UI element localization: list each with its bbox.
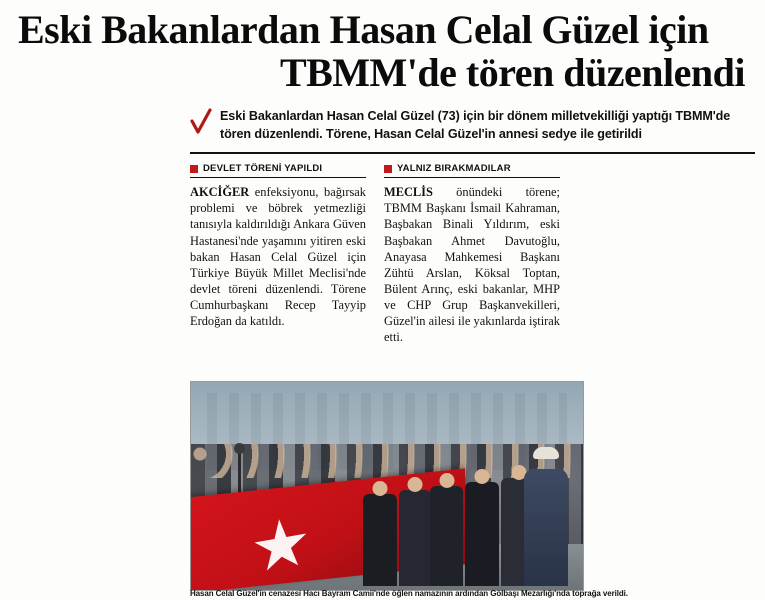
figure-head xyxy=(407,477,422,492)
red-square-bullet-icon xyxy=(384,165,392,173)
article-columns xyxy=(190,163,755,345)
figure-head xyxy=(439,473,454,488)
page-title xyxy=(0,0,765,94)
turban-icon xyxy=(533,447,559,459)
column-heading-right-label: YALNIZ BIRAKMADILAR xyxy=(397,163,511,175)
column-lead-left: AKCİĞER xyxy=(190,185,250,200)
column-body-right xyxy=(384,184,560,345)
figure-robed xyxy=(524,469,568,585)
article-column-left xyxy=(190,163,366,345)
summary-text: Eski Bakanlardan Hasan Celal Güzel (73) için bir dönem milletvekilliği yaptığı TBMM'de tören düzenlendi. Törene, Hasan Celal Güzel'in annesi sedye ile getirildi xyxy=(220,109,731,142)
column-text-left: enfeksiyonu, bağırsak problemi ve böbrek yetmezliği tanısıyla kaldırıldığı Ankara Güven Hastanesi'nde yaşamını yitiren eski bakan Hasan Celal Güzel için Türkiye Büyük Millet Meclisi'nde devlet töreni düzenlendi. Törene Cumhurbaşkanı Recep Tayyip Erdoğan da katıldı. xyxy=(190,185,366,329)
figure xyxy=(465,482,499,586)
funeral-ceremony-photo xyxy=(190,381,584,591)
check-icon xyxy=(190,108,212,138)
column-heading-left-label: DEVLET TÖRENİ YAPILDI xyxy=(203,163,323,175)
column-heading-right xyxy=(384,163,560,178)
summary-block xyxy=(190,108,755,144)
column-body-left xyxy=(190,184,366,329)
figure xyxy=(399,490,431,586)
article-column-right xyxy=(384,163,560,345)
figure-head xyxy=(373,481,388,496)
photo-caption: Hasan Celal Güzel'in cenazesi Hacı Bayram Camii'nde öğlen namazının ardından Gölbaşı Mezarlığı'nda toprağa verildi. xyxy=(190,589,628,598)
figure xyxy=(430,486,463,586)
headline-line-2: TBMM'de tören düzenlendi xyxy=(279,50,745,96)
photo-image xyxy=(191,382,583,590)
summary-divider xyxy=(190,152,755,154)
headline-line-1: Eski Bakanlardan Hasan Celal Güzel için xyxy=(18,7,709,52)
column-lead-right: MECLİS xyxy=(384,185,433,200)
figure xyxy=(363,494,397,586)
column-heading-left xyxy=(190,163,366,178)
figure-head xyxy=(475,469,490,484)
column-text-right: önündeki törene; TBMM Başkanı İsmail Kahraman, Başbakan Binali Yıldırım, eski Başbakan Ahmet Davutoğlu, Anayasa Mahkemesi Başkanı Zühtü Arslan, Köksal Toptan, Bülent Arınç, eski bakanlar, MHP ve CHP Grup Başkanvekilleri, Güzel'in ailesi ile yakınlarda iştirak etti. xyxy=(384,185,560,345)
red-square-bullet-icon xyxy=(190,165,198,173)
